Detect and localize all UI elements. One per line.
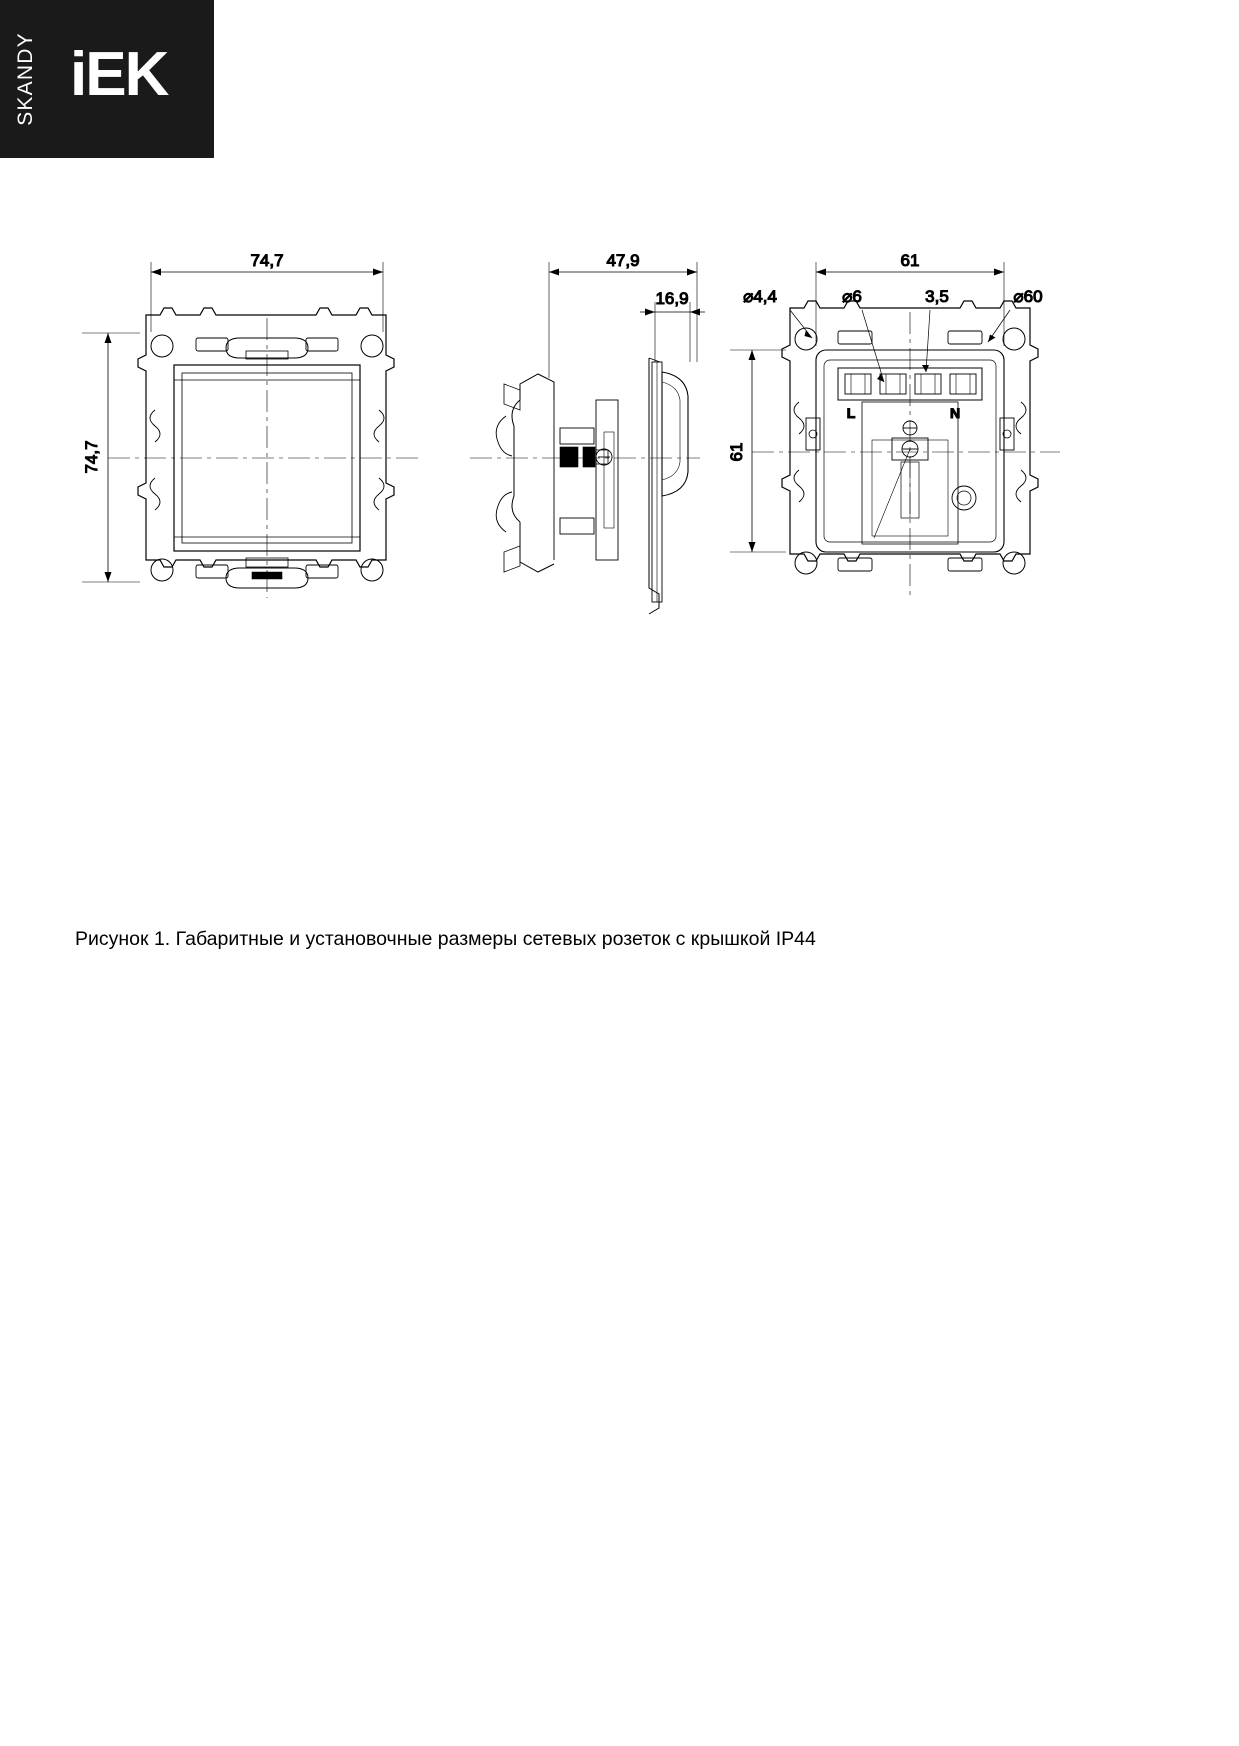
side-view-group xyxy=(470,251,705,614)
back-width-dimension: 61 xyxy=(900,251,920,270)
technical-drawing xyxy=(0,250,1239,670)
side-depth-dimension: 47,9 xyxy=(606,251,640,270)
side-protrusion-dimension: 16,9 xyxy=(655,289,689,308)
series-label: SKANDY xyxy=(14,32,37,126)
brand-header-bar xyxy=(0,0,214,158)
hole-small-dimension: ⌀4,4 xyxy=(743,287,777,306)
figure-caption: Рисунок 1. Габаритные и установочные размеры сетевых розеток с крышкой IP44 xyxy=(75,928,816,950)
gap-dimension: 3,5 xyxy=(925,287,949,306)
back-height-dimension: 61 xyxy=(727,442,746,462)
mounting-circle-dimension: ⌀60 xyxy=(1013,287,1043,306)
terminal-label-l: L xyxy=(846,405,856,421)
drawing-svg xyxy=(0,250,1239,670)
front-width-dimension: 74,7 xyxy=(250,251,284,270)
terminal-label-n: N xyxy=(949,405,961,421)
front-height-dimension: 74,7 xyxy=(82,440,101,474)
back-view-group xyxy=(727,251,1060,595)
iek-logo: iEK xyxy=(70,40,168,109)
hole-medium-dimension: ⌀6 xyxy=(842,287,862,306)
front-view-group xyxy=(82,251,420,598)
